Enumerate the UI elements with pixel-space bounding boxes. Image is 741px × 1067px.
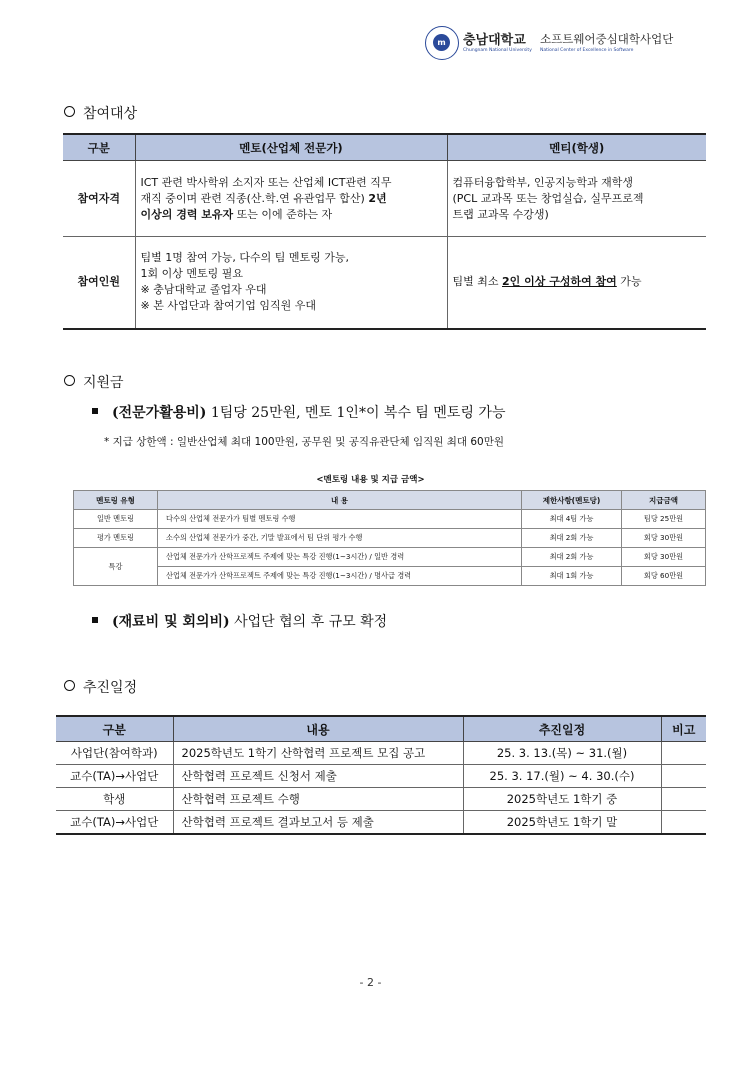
expert-fee-item: (전문가활용비) 1팀당 25만원, 멘토 1인*이 복수 팀 멘토링 가능: [92, 402, 505, 422]
row-label: 참여인원: [63, 237, 135, 329]
participants-table: [63, 133, 706, 330]
table-header: 구분: [63, 134, 135, 161]
page-number: - 2 -: [359, 976, 382, 989]
square-bullet-icon: [92, 617, 98, 623]
mentoring-table-caption: <멘토링 내용 및 지급 금액>: [316, 475, 425, 485]
mentor-count: 팀별 1명 참여 가능, 다수의 팀 멘토링 가능, 1회 이상 멘토링 필요 ※ 충남대학교 졸업자 우대 ※ 본 사업단과 참여기업 임직원 우대: [135, 237, 447, 329]
table-row: [63, 237, 706, 329]
university-name-en: Chungnam National University: [463, 48, 532, 53]
table-header: 멘토링 유형: [74, 491, 158, 510]
section-title-participants: 참여대상: [64, 103, 137, 123]
table-row: 교수(TA)→사업단 산학협력 프로젝트 신청서 제출 25. 3. 17.(월) ~ 4. 30.(수): [56, 765, 706, 788]
material-fee-item: (재료비 및 회의비) 사업단 협의 후 규모 확정: [92, 611, 387, 631]
table-row: 교수(TA)→사업단 산학협력 프로젝트 결과보고서 등 제출 2025학년도 1학기 말: [56, 811, 706, 835]
table-header: 제한사항(멘토당): [522, 491, 622, 510]
table-header: 구분: [56, 716, 173, 742]
table-row: 사업단(참여학과) 2025학년도 1학기 산학협력 프로젝트 모집 공고 25. 3. 13.(목) ~ 31.(월): [56, 742, 706, 765]
university-name: 충남대학교: [463, 33, 526, 48]
table-row: [63, 161, 706, 237]
square-bullet-icon: [92, 408, 98, 414]
table-header: 멘토(산업체 전문가): [135, 134, 447, 161]
project-name: 소프트웨어중심대학사업단: [540, 32, 674, 46]
circle-bullet-icon: [64, 375, 75, 386]
mentoring-fee-table: [73, 490, 706, 586]
mentee-count: 팀별 최소 2인 이상 구성하여 참여 가능: [447, 237, 706, 329]
table-row: 산업체 전문가가 산학프로젝트 주제에 맞는 특강 진행(1~3시간) / 명사급 경력 최대 1회 가능 회당 60만원: [74, 567, 706, 586]
table-header: 비고: [661, 716, 706, 742]
table-header: 멘티(학생): [447, 134, 706, 161]
row-label: 참여자격: [63, 161, 135, 237]
circle-bullet-icon: [64, 106, 75, 117]
payment-limit-note: * 지급 상한액 : 일반산업체 최대 100만원, 공무원 및 공직유관단체 임직원 최대 60만원: [104, 436, 505, 448]
university-seal-icon: m: [425, 26, 459, 60]
table-header: 지급금액: [622, 491, 706, 510]
section-title-funding: 지원금: [64, 372, 124, 392]
project-name-en: National Center of Excellence in Software: [540, 48, 634, 53]
section-title-schedule: 추진일정: [64, 677, 137, 697]
table-header: 내용: [173, 716, 463, 742]
header-logo: [425, 26, 725, 62]
table-row: 일반 멘토링 다수의 산업체 전문가가 팀별 멘토링 수행 최대 4팀 가능 팀당 25만원: [74, 510, 706, 529]
table-row: 특강 산업체 전문가가 산학프로젝트 주제에 맞는 특강 진행(1~3시간) / 일반 경력 최대 2회 가능 회당 30만원: [74, 548, 706, 567]
mentor-qualification: ICT 관련 박사학위 소지자 또는 산업체 ICT관련 직무 재직 중이며 관련 직종(산.학.연 유관업무 합산) 2년 이상의 경력 보유자 또는 이에 준하는 자: [135, 161, 447, 237]
table-header: 추진일정: [463, 716, 661, 742]
table-row: 평가 멘토링 소수의 산업체 전문가가 중간, 기말 발표에서 팀 단위 평가 수행 최대 2회 가능 회당 30만원: [74, 529, 706, 548]
circle-bullet-icon: [64, 680, 75, 691]
mentee-qualification: 컴퓨터융합학부, 인공지능학과 재학생 (PCL 교과목 또는 창업실습, 실무프로젝 트랩 교과목 수강생): [447, 161, 706, 237]
table-header: 내 용: [158, 491, 522, 510]
schedule-table: [56, 715, 706, 835]
table-row: 학생 산학협력 프로젝트 수행 2025학년도 1학기 중: [56, 788, 706, 811]
